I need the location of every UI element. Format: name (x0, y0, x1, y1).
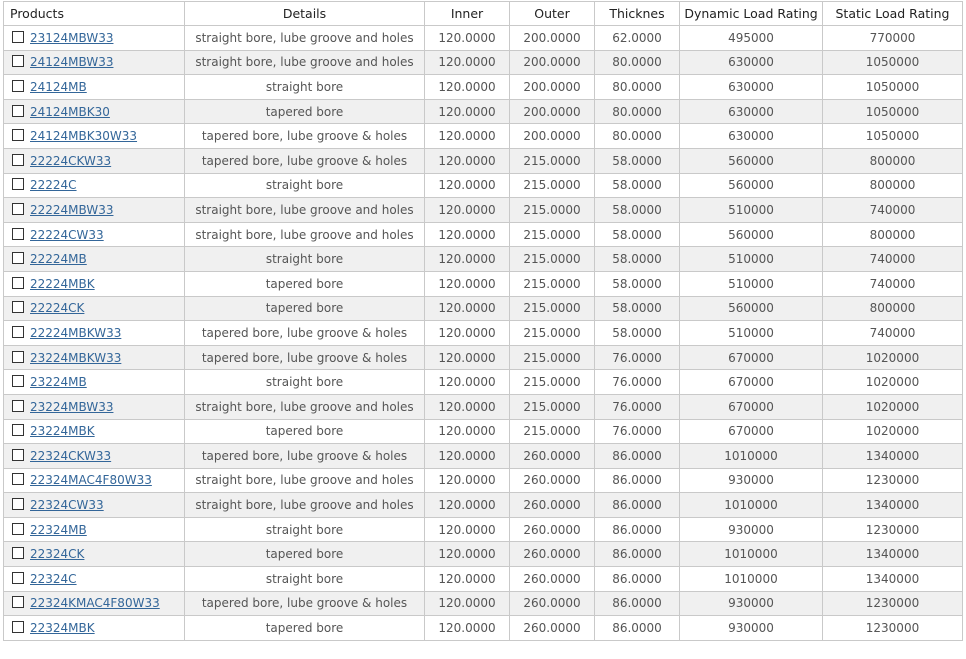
product-link[interactable]: 23124MBW33 (30, 30, 114, 45)
product-checkbox[interactable] (12, 31, 24, 43)
cell-dynamic-load-rating: 1010000 (680, 493, 823, 518)
cell-static-load-rating: 1050000 (823, 99, 963, 124)
product-link[interactable]: 22224MBKW33 (30, 325, 122, 340)
cell-outer: 215.0000 (510, 321, 595, 346)
cell-product (4, 567, 185, 592)
product-checkbox[interactable] (12, 80, 24, 92)
cell-outer: 200.0000 (510, 50, 595, 75)
cell-thickness: 80.0000 (595, 50, 680, 75)
cell-outer: 260.0000 (510, 517, 595, 542)
cell-outer: 215.0000 (510, 148, 595, 173)
table-row (4, 468, 963, 493)
product-checkbox[interactable] (12, 277, 24, 289)
cell-thickness: 86.0000 (595, 493, 680, 518)
cell-dynamic-load-rating: 630000 (680, 75, 823, 100)
cell-inner: 120.0000 (425, 296, 510, 321)
cell-product (4, 75, 185, 100)
cell-product (4, 271, 185, 296)
cell-dynamic-load-rating: 510000 (680, 271, 823, 296)
cell-thickness: 76.0000 (595, 370, 680, 395)
cell-static-load-rating: 1020000 (823, 345, 963, 370)
cell-inner: 120.0000 (425, 26, 510, 51)
cell-static-load-rating: 1050000 (823, 75, 963, 100)
cell-details: straight bore (185, 75, 425, 100)
cell-inner: 120.0000 (425, 394, 510, 419)
cell-inner: 120.0000 (425, 99, 510, 124)
cell-details: straight bore (185, 370, 425, 395)
cell-product (4, 26, 185, 51)
cell-static-load-rating: 740000 (823, 247, 963, 272)
cell-details: tapered bore, lube groove & holes (185, 444, 425, 469)
cell-thickness: 80.0000 (595, 124, 680, 149)
cell-outer: 260.0000 (510, 616, 595, 641)
cell-details: tapered bore, lube groove & holes (185, 124, 425, 149)
table-row (4, 567, 963, 592)
table-row (4, 517, 963, 542)
product-checkbox[interactable] (12, 55, 24, 67)
cell-inner: 120.0000 (425, 419, 510, 444)
product-checkbox[interactable] (12, 473, 24, 485)
cell-inner: 120.0000 (425, 345, 510, 370)
cell-thickness: 86.0000 (595, 591, 680, 616)
product-link[interactable]: 22324CW33 (30, 498, 104, 513)
cell-static-load-rating: 1230000 (823, 517, 963, 542)
cell-thickness: 76.0000 (595, 394, 680, 419)
product-link[interactable]: 23224MBK (30, 424, 95, 439)
product-link[interactable]: 24124MBK30W33 (30, 129, 138, 144)
table-row (4, 198, 963, 223)
cell-inner: 120.0000 (425, 517, 510, 542)
cell-thickness: 86.0000 (595, 517, 680, 542)
table-row (4, 148, 963, 173)
cell-dynamic-load-rating: 560000 (680, 148, 823, 173)
table-row (4, 394, 963, 419)
cell-inner: 120.0000 (425, 148, 510, 173)
cell-outer: 215.0000 (510, 222, 595, 247)
cell-thickness: 86.0000 (595, 616, 680, 641)
cell-thickness: 80.0000 (595, 99, 680, 124)
table-row (4, 321, 963, 346)
product-link[interactable]: 24124MBW33 (30, 55, 114, 70)
cell-product (4, 370, 185, 395)
cell-dynamic-load-rating: 1010000 (680, 567, 823, 592)
cell-dynamic-load-rating: 510000 (680, 321, 823, 346)
cell-outer: 215.0000 (510, 198, 595, 223)
cell-product (4, 542, 185, 567)
cell-outer: 260.0000 (510, 542, 595, 567)
product-checkbox[interactable] (12, 252, 24, 264)
cell-dynamic-load-rating: 670000 (680, 394, 823, 419)
product-link[interactable]: 22324MAC4F80W33 (30, 473, 152, 488)
product-checkbox[interactable] (12, 228, 24, 240)
cell-details: tapered bore (185, 296, 425, 321)
cell-details: tapered bore (185, 616, 425, 641)
cell-details: straight bore (185, 247, 425, 272)
cell-dynamic-load-rating: 560000 (680, 222, 823, 247)
cell-inner: 120.0000 (425, 616, 510, 641)
cell-outer: 215.0000 (510, 173, 595, 198)
cell-outer: 215.0000 (510, 419, 595, 444)
cell-details: straight bore (185, 173, 425, 198)
cell-static-load-rating: 1050000 (823, 50, 963, 75)
cell-product (4, 493, 185, 518)
cell-outer: 260.0000 (510, 591, 595, 616)
cell-static-load-rating: 1340000 (823, 493, 963, 518)
table-row (4, 296, 963, 321)
cell-outer: 215.0000 (510, 296, 595, 321)
table-row (4, 75, 963, 100)
cell-static-load-rating: 1050000 (823, 124, 963, 149)
cell-thickness: 58.0000 (595, 321, 680, 346)
product-checkbox[interactable] (12, 301, 24, 313)
cell-inner: 120.0000 (425, 567, 510, 592)
product-checkbox[interactable] (12, 351, 24, 363)
product-checkbox[interactable] (12, 547, 24, 559)
cell-product (4, 173, 185, 198)
product-checkbox[interactable] (12, 424, 24, 436)
cell-outer: 215.0000 (510, 345, 595, 370)
cell-static-load-rating: 1340000 (823, 444, 963, 469)
cell-details: tapered bore (185, 419, 425, 444)
cell-thickness: 86.0000 (595, 567, 680, 592)
cell-inner: 120.0000 (425, 542, 510, 567)
cell-details: straight bore, lube groove and holes (185, 222, 425, 247)
column-header-outer: Outer (510, 2, 595, 26)
cell-product (4, 148, 185, 173)
cell-static-load-rating: 1020000 (823, 394, 963, 419)
cell-thickness: 58.0000 (595, 247, 680, 272)
table-row (4, 542, 963, 567)
cell-outer: 260.0000 (510, 444, 595, 469)
product-link[interactable]: 22324MB (30, 522, 87, 537)
cell-product (4, 247, 185, 272)
cell-product (4, 616, 185, 641)
cell-outer: 260.0000 (510, 567, 595, 592)
cell-outer: 260.0000 (510, 468, 595, 493)
product-link[interactable]: 22224C (30, 178, 77, 193)
cell-product (4, 444, 185, 469)
cell-details: straight bore, lube groove and holes (185, 26, 425, 51)
table-row (4, 99, 963, 124)
cell-inner: 120.0000 (425, 124, 510, 149)
table-row (4, 616, 963, 641)
product-checkbox[interactable] (12, 375, 24, 387)
table-row (4, 173, 963, 198)
product-checkbox[interactable] (12, 400, 24, 412)
cell-inner: 120.0000 (425, 493, 510, 518)
cell-static-load-rating: 740000 (823, 271, 963, 296)
table-row (4, 345, 963, 370)
cell-thickness: 58.0000 (595, 198, 680, 223)
cell-dynamic-load-rating: 495000 (680, 26, 823, 51)
cell-static-load-rating: 1340000 (823, 542, 963, 567)
product-checkbox[interactable] (12, 596, 24, 608)
cell-outer: 200.0000 (510, 26, 595, 51)
table-row (4, 222, 963, 247)
cell-outer: 200.0000 (510, 124, 595, 149)
cell-product (4, 321, 185, 346)
cell-product (4, 198, 185, 223)
cell-static-load-rating: 740000 (823, 321, 963, 346)
cell-dynamic-load-rating: 560000 (680, 296, 823, 321)
cell-static-load-rating: 1340000 (823, 567, 963, 592)
cell-details: tapered bore (185, 271, 425, 296)
product-link[interactable]: 23224MB (30, 375, 87, 390)
cell-outer: 215.0000 (510, 271, 595, 296)
cell-inner: 120.0000 (425, 173, 510, 198)
cell-inner: 120.0000 (425, 444, 510, 469)
cell-inner: 120.0000 (425, 370, 510, 395)
cell-details: straight bore (185, 517, 425, 542)
cell-details: straight bore (185, 567, 425, 592)
cell-product (4, 345, 185, 370)
cell-static-load-rating: 800000 (823, 148, 963, 173)
cell-dynamic-load-rating: 630000 (680, 124, 823, 149)
cell-outer: 215.0000 (510, 247, 595, 272)
cell-product (4, 394, 185, 419)
table-row (4, 271, 963, 296)
product-link[interactable]: 22324KMAC4F80W33 (30, 596, 160, 611)
product-link[interactable]: 22224MBW33 (30, 202, 114, 217)
cell-dynamic-load-rating: 560000 (680, 173, 823, 198)
product-link[interactable]: 22324C (30, 571, 77, 586)
product-link[interactable]: 23224MBKW33 (30, 350, 122, 365)
product-link[interactable]: 23224MBW33 (30, 399, 114, 414)
product-checkbox[interactable] (12, 498, 24, 510)
cell-details: straight bore, lube groove and holes (185, 50, 425, 75)
cell-dynamic-load-rating: 670000 (680, 419, 823, 444)
cell-dynamic-load-rating: 510000 (680, 198, 823, 223)
cell-dynamic-load-rating: 630000 (680, 99, 823, 124)
cell-inner: 120.0000 (425, 247, 510, 272)
product-checkbox[interactable] (12, 178, 24, 190)
cell-thickness: 58.0000 (595, 222, 680, 247)
cell-dynamic-load-rating: 670000 (680, 370, 823, 395)
cell-details: straight bore, lube groove and holes (185, 198, 425, 223)
cell-dynamic-load-rating: 630000 (680, 50, 823, 75)
product-link[interactable]: 22324MBK (30, 621, 95, 636)
cell-inner: 120.0000 (425, 591, 510, 616)
cell-inner: 120.0000 (425, 222, 510, 247)
cell-details: straight bore, lube groove and holes (185, 468, 425, 493)
product-link[interactable]: 22324CK (30, 547, 85, 562)
cell-outer: 260.0000 (510, 493, 595, 518)
cell-product (4, 50, 185, 75)
column-header-static-load-rating: Static Load Rating (823, 2, 963, 26)
cell-static-load-rating: 770000 (823, 26, 963, 51)
cell-static-load-rating: 1020000 (823, 370, 963, 395)
cell-product (4, 591, 185, 616)
table-row (4, 444, 963, 469)
cell-details: tapered bore, lube groove & holes (185, 345, 425, 370)
product-link[interactable]: 22324CKW33 (30, 448, 112, 463)
product-link[interactable]: 22224CKW33 (30, 153, 112, 168)
cell-product (4, 468, 185, 493)
column-header-details: Details (185, 2, 425, 26)
product-link[interactable]: 22224CK (30, 301, 85, 316)
cell-product (4, 419, 185, 444)
cell-product (4, 99, 185, 124)
cell-outer: 215.0000 (510, 370, 595, 395)
cell-static-load-rating: 1230000 (823, 468, 963, 493)
product-link[interactable]: 22224MBK (30, 276, 95, 291)
product-link[interactable]: 24124MB (30, 79, 87, 94)
product-checkbox[interactable] (12, 572, 24, 584)
cell-inner: 120.0000 (425, 50, 510, 75)
table-row (4, 591, 963, 616)
cell-thickness: 58.0000 (595, 173, 680, 198)
cell-thickness: 58.0000 (595, 296, 680, 321)
cell-thickness: 76.0000 (595, 419, 680, 444)
cell-static-load-rating: 1020000 (823, 419, 963, 444)
product-link[interactable]: 24124MBK30 (30, 104, 110, 119)
cell-product (4, 124, 185, 149)
cell-product (4, 517, 185, 542)
column-header-dynamic-load-rating: Dynamic Load Rating (680, 2, 823, 26)
cell-details: straight bore, lube groove and holes (185, 394, 425, 419)
cell-static-load-rating: 800000 (823, 222, 963, 247)
table-row (4, 247, 963, 272)
table-header-row (4, 2, 963, 26)
product-checkbox[interactable] (12, 105, 24, 117)
cell-outer: 200.0000 (510, 75, 595, 100)
column-header-thickness: Thicknes (595, 2, 680, 26)
cell-product (4, 296, 185, 321)
cell-outer: 215.0000 (510, 394, 595, 419)
column-header-inner: Inner (425, 2, 510, 26)
cell-inner: 120.0000 (425, 468, 510, 493)
cell-static-load-rating: 800000 (823, 296, 963, 321)
table-row (4, 26, 963, 51)
cell-dynamic-load-rating: 670000 (680, 345, 823, 370)
cell-thickness: 58.0000 (595, 148, 680, 173)
cell-inner: 120.0000 (425, 271, 510, 296)
cell-inner: 120.0000 (425, 321, 510, 346)
cell-dynamic-load-rating: 1010000 (680, 444, 823, 469)
products-table (3, 1, 963, 641)
cell-details: tapered bore, lube groove & holes (185, 148, 425, 173)
cell-static-load-rating: 740000 (823, 198, 963, 223)
product-checkbox[interactable] (12, 326, 24, 338)
product-link[interactable]: 22224CW33 (30, 227, 104, 242)
product-checkbox[interactable] (12, 129, 24, 141)
cell-dynamic-load-rating: 510000 (680, 247, 823, 272)
cell-outer: 200.0000 (510, 99, 595, 124)
cell-thickness: 86.0000 (595, 444, 680, 469)
cell-dynamic-load-rating: 930000 (680, 468, 823, 493)
table-row (4, 370, 963, 395)
cell-dynamic-load-rating: 1010000 (680, 542, 823, 567)
product-link[interactable]: 22224MB (30, 252, 87, 267)
cell-static-load-rating: 800000 (823, 173, 963, 198)
cell-thickness: 62.0000 (595, 26, 680, 51)
cell-details: tapered bore (185, 542, 425, 567)
product-checkbox[interactable] (12, 203, 24, 215)
cell-thickness: 58.0000 (595, 271, 680, 296)
table-row (4, 124, 963, 149)
cell-details: tapered bore, lube groove & holes (185, 321, 425, 346)
cell-details: straight bore, lube groove and holes (185, 493, 425, 518)
cell-static-load-rating: 1230000 (823, 591, 963, 616)
product-checkbox[interactable] (12, 449, 24, 461)
cell-inner: 120.0000 (425, 198, 510, 223)
table-row (4, 50, 963, 75)
cell-details: tapered bore, lube groove & holes (185, 591, 425, 616)
table-body (4, 26, 963, 641)
product-checkbox[interactable] (12, 154, 24, 166)
cell-thickness: 76.0000 (595, 345, 680, 370)
cell-inner: 120.0000 (425, 75, 510, 100)
product-checkbox[interactable] (12, 523, 24, 535)
cell-thickness: 86.0000 (595, 468, 680, 493)
cell-thickness: 80.0000 (595, 75, 680, 100)
cell-static-load-rating: 1230000 (823, 616, 963, 641)
table-row (4, 493, 963, 518)
column-header-products: Products (4, 2, 185, 26)
cell-thickness: 86.0000 (595, 542, 680, 567)
cell-dynamic-load-rating: 930000 (680, 591, 823, 616)
product-checkbox[interactable] (12, 621, 24, 633)
table-row (4, 419, 963, 444)
cell-dynamic-load-rating: 930000 (680, 616, 823, 641)
cell-product (4, 222, 185, 247)
cell-details: tapered bore (185, 99, 425, 124)
cell-dynamic-load-rating: 930000 (680, 517, 823, 542)
